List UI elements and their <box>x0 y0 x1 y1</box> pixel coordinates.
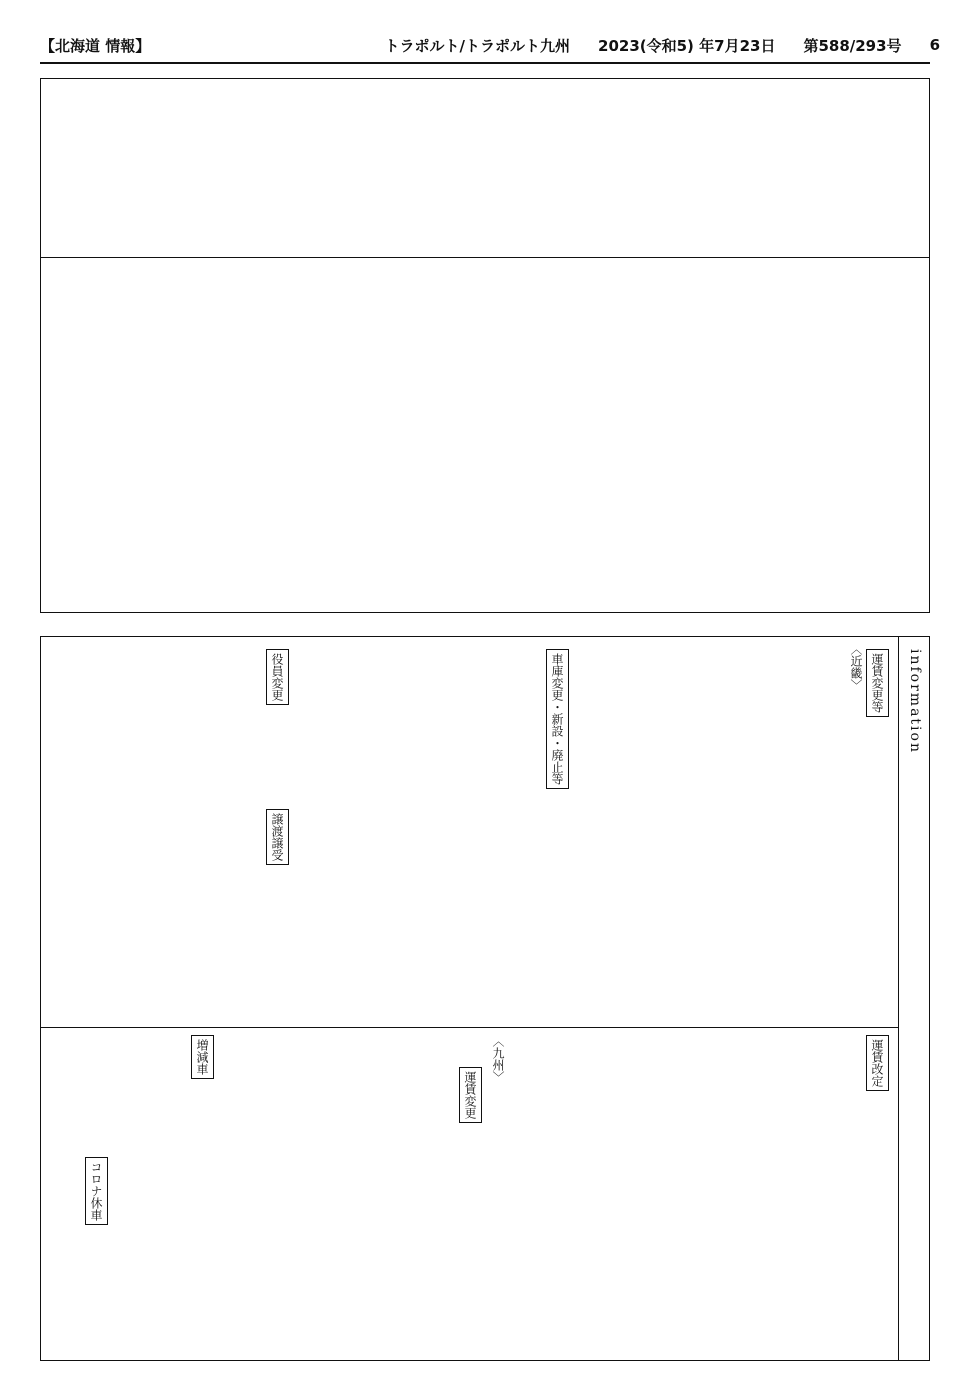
issue-number: 第588/293号 <box>803 36 902 55</box>
tag-fare-change-2: 運賃変更 <box>459 1067 482 1123</box>
section-title: 【北海道 情報】 <box>40 36 151 55</box>
header-meta <box>385 35 940 56</box>
region-kinki: 〈近畿〉 <box>849 643 863 691</box>
publication-name: トラポルト/トラポルト九州 <box>384 36 571 55</box>
region-kyushu: 〈九州〉 <box>491 1035 505 1083</box>
page-header <box>40 30 940 60</box>
tag-increase-decrease: 増減車 <box>191 1035 214 1079</box>
tag-route-change: 車庫変更・新設・廃止等 <box>546 649 569 789</box>
publication-date: 2023(令和5) 年7月23日 <box>598 36 776 55</box>
page-number: 6 <box>929 36 940 54</box>
interview-article <box>40 78 930 613</box>
tag-fare-revision: 運賃改定 <box>866 1035 889 1091</box>
info-row-divider <box>41 1027 899 1028</box>
tag-fare-change-1: 運賃変更等 <box>866 649 889 717</box>
tag-officer-change: 役員変更 <box>266 649 289 705</box>
information-section <box>40 636 930 1361</box>
header-rule <box>40 62 930 64</box>
info-body <box>79 677 869 1017</box>
tag-transfer: 譲渡譲受 <box>266 809 289 865</box>
tag-corona: コロナ休車 <box>85 1157 108 1225</box>
info-label-divider <box>898 637 899 1360</box>
interview-body <box>48 85 923 605</box>
information-label: information <box>907 649 923 754</box>
